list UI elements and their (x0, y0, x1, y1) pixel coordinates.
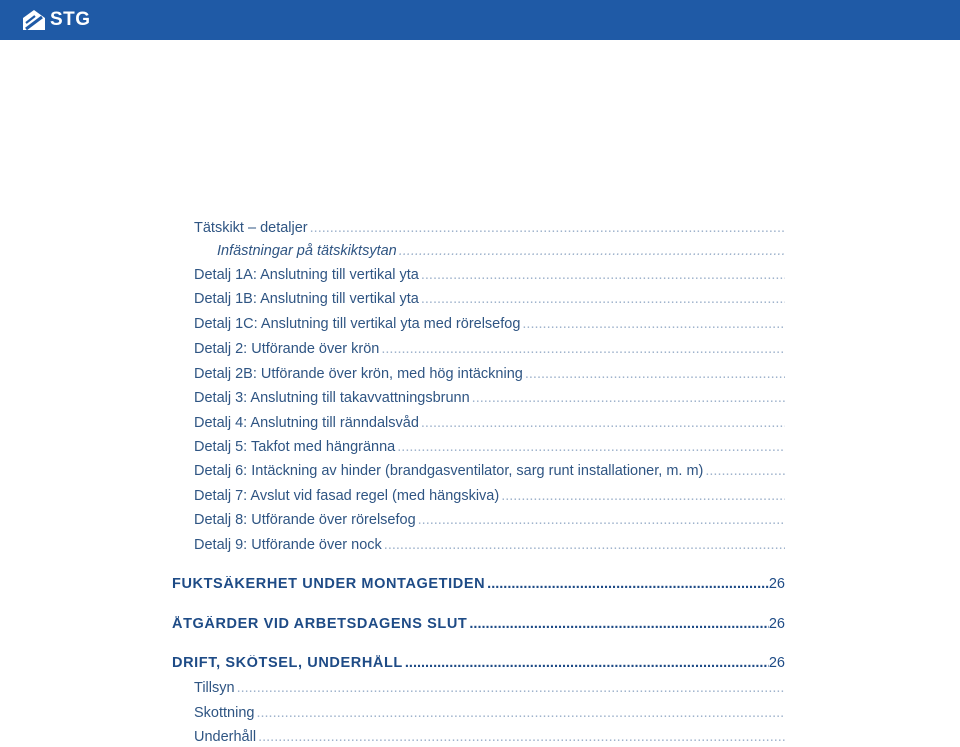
dot-leader (501, 488, 785, 504)
dot-leader (381, 341, 785, 357)
toc-section-page: 26 (768, 616, 785, 632)
dot-leader (705, 463, 785, 479)
toc-entry[interactable] (194, 512, 785, 528)
toc-entry[interactable] (194, 705, 785, 721)
toc-entry-title: Underhåll (194, 729, 257, 745)
toc-entry-title: Tillsyn (194, 680, 235, 696)
toc-entry[interactable] (194, 463, 785, 479)
toc-entry[interactable] (194, 316, 785, 332)
toc-section-title: DRIFT, SKÖTSEL, UNDERHÅLL (172, 655, 403, 671)
dot-leader (418, 512, 785, 528)
toc-section-title: ÅTGÄRDER VID ARBETSDAGENS SLUT (172, 616, 468, 632)
toc-entry[interactable] (194, 220, 785, 236)
dot-leader (525, 366, 785, 382)
toc-entry-title: Detalj 4: Anslutning till ränndalsvåd (194, 415, 419, 431)
toc-entry-title: Detalj 3: Anslutning till takavvattningsbrunn (194, 390, 470, 406)
toc-entry-title: Infästningar på tätskiktsytan (217, 243, 397, 259)
toc-entry[interactable] (194, 366, 785, 382)
toc-entry-title: Detalj 1C: Anslutning till vertikal yta med rörelsefog (194, 316, 521, 332)
toc-section-page: 26 (768, 655, 785, 671)
toc-entry-title: Detalj 6: Intäckning av hinder (brandgasventilator, sarg runt installationer, m. m) (194, 463, 704, 479)
dot-leader (310, 220, 785, 236)
toc-section-page: 26 (768, 576, 785, 592)
toc-entry-title: Detalj 8: Utförande över rörelsefog (194, 512, 416, 528)
dot-leader (469, 616, 768, 632)
dot-leader (258, 729, 785, 745)
dot-leader (397, 439, 785, 455)
toc-entry[interactable] (194, 439, 785, 455)
toc-entry-title: Skottning (194, 705, 255, 721)
dot-leader (421, 291, 785, 307)
toc-entry-title: Detalj 7: Avslut vid fasad regel (med hängskiva) (194, 488, 500, 504)
toc-entry[interactable] (217, 243, 785, 259)
toc-entry[interactable] (194, 729, 785, 745)
toc-entry-title: Detalj 2B: Utförande över krön, med hög intäckning (194, 366, 523, 382)
dot-leader (405, 655, 769, 671)
toc-section-heading[interactable] (172, 576, 785, 592)
toc-entry[interactable] (194, 488, 785, 504)
dot-leader (384, 537, 785, 553)
toc-entry-title: Detalj 1A: Anslutning till vertikal yta (194, 267, 419, 283)
dot-leader (472, 390, 785, 406)
toc-entry-title: Detalj 2: Utförande över krön (194, 341, 380, 357)
dot-leader (421, 415, 785, 431)
toc-entry[interactable] (194, 415, 785, 431)
toc-entry-title: Detalj 5: Takfot med hängränna (194, 439, 396, 455)
dot-leader (256, 705, 785, 721)
toc-entry-title: Tätskikt – detaljer (194, 220, 308, 236)
dot-leader (522, 316, 785, 332)
logo-text: STG (50, 9, 91, 30)
toc-entry[interactable] (194, 680, 785, 696)
toc-entry[interactable] (194, 537, 785, 553)
dot-leader (399, 243, 785, 259)
toc-entry[interactable] (194, 291, 785, 307)
toc-entry-title: Detalj 1B: Anslutning till vertikal yta (194, 291, 419, 307)
toc-section-heading[interactable] (172, 616, 785, 632)
toc-entry-title: Detalj 9: Utförande över nock (194, 537, 382, 553)
dot-leader (487, 576, 769, 592)
toc-entry[interactable] (194, 267, 785, 283)
toc-section-title: FUKTSÄKERHET UNDER MONTAGETIDEN (172, 576, 486, 592)
dot-leader (237, 680, 785, 696)
toc-section-heading[interactable] (172, 655, 785, 671)
toc-entry[interactable] (194, 390, 785, 406)
dot-leader (421, 267, 785, 283)
toc-entry[interactable] (194, 341, 785, 357)
